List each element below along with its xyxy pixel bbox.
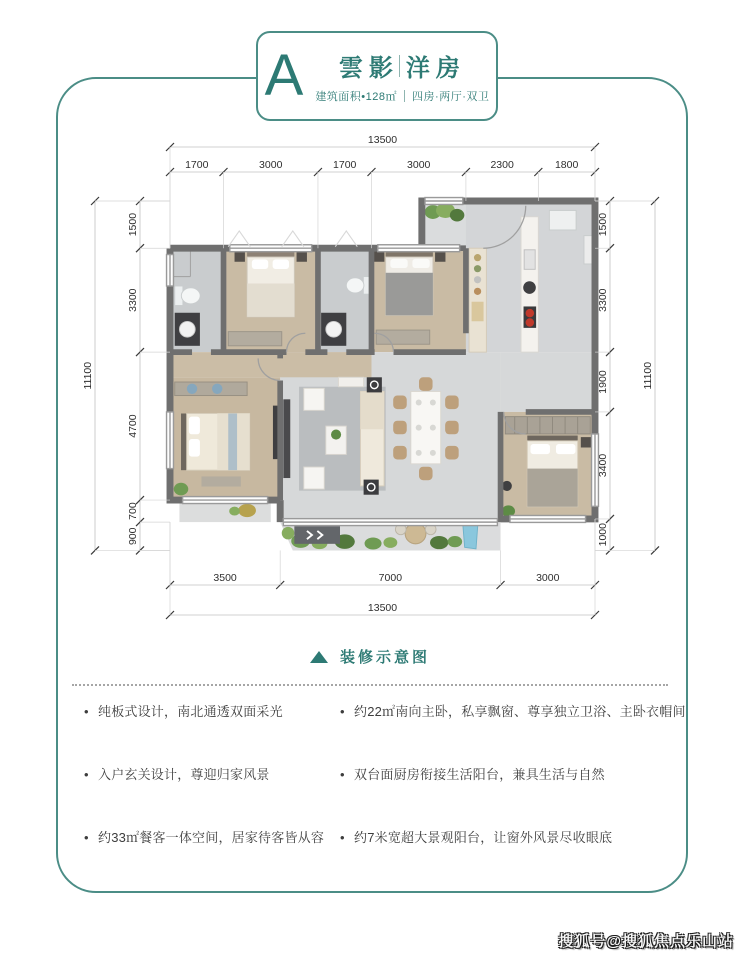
subtitle-divider-line (404, 90, 405, 102)
unit-title (339, 48, 466, 83)
watermark: 搜狐号@搜狐焦点乐山站 (558, 933, 734, 950)
dotted-divider (72, 684, 668, 686)
svg-text:4700: 4700 (127, 414, 139, 438)
svg-text:1500: 1500 (597, 212, 609, 237)
feature-bullet: • 约22㎡南向主卧，私享飘窗、尊享独立卫浴、主卧衣帽间 (340, 703, 700, 722)
bullet-column-right (340, 703, 700, 848)
svg-text:3400: 3400 (597, 453, 609, 478)
svg-text:3000: 3000 (259, 159, 283, 171)
bullet-column-left (84, 703, 340, 848)
unit-title-right: 洋房 (405, 56, 466, 82)
section-title: 装修示意图 (339, 649, 430, 666)
svg-text:3500: 3500 (213, 572, 237, 584)
svg-text:700: 700 (127, 502, 139, 520)
svg-text:3000: 3000 (536, 572, 560, 584)
feature-bullet: • 纯板式设计，南北通透双面采光 (84, 703, 340, 722)
svg-text:1000: 1000 (597, 523, 609, 547)
svg-text:3300: 3300 (127, 288, 139, 312)
feature-bullet: • 双台面厨房衔接生活阳台，兼具生活与自然 (340, 766, 700, 785)
unit-title-left: 雲影 (338, 56, 399, 82)
svg-text:3300: 3300 (597, 288, 609, 312)
area-text: 建筑面积•128㎡ (315, 91, 398, 103)
svg-text:1700: 1700 (333, 159, 357, 171)
svg-text:3000: 3000 (407, 159, 431, 171)
spec-text: 四房·两厅·双卫 (412, 91, 490, 103)
svg-text:11100: 11100 (642, 361, 654, 390)
feature-bullet: • 入户玄关设计，尊迎归家风景 (84, 766, 340, 785)
svg-text:1800: 1800 (554, 159, 579, 171)
unit-subtitle (315, 88, 489, 104)
floor-plan (80, 126, 680, 636)
unit-letter: A (264, 43, 304, 109)
svg-text:1900: 1900 (597, 370, 609, 394)
feature-bullet: • 约7米宽超大景观阳台，让窗外风景尽收眼底 (340, 829, 700, 848)
feature-bullet: • 约33㎡餐客一体空间，居家待客皆从容 (84, 829, 340, 848)
svg-text:900: 900 (127, 527, 139, 546)
unit-badge (256, 31, 498, 121)
svg-text:13500: 13500 (367, 134, 398, 146)
feature-bullets (84, 703, 700, 848)
title-divider-line (399, 55, 400, 77)
section-header (0, 646, 740, 667)
svg-text:11100: 11100 (82, 361, 94, 390)
unit-badge-text (315, 48, 489, 104)
svg-text:1700: 1700 (185, 159, 209, 171)
svg-text:7000: 7000 (378, 572, 403, 584)
svg-text:13500: 13500 (367, 602, 398, 614)
triangle-icon (310, 651, 328, 663)
svg-text:2300: 2300 (490, 159, 514, 171)
svg-text:1500: 1500 (127, 212, 139, 237)
